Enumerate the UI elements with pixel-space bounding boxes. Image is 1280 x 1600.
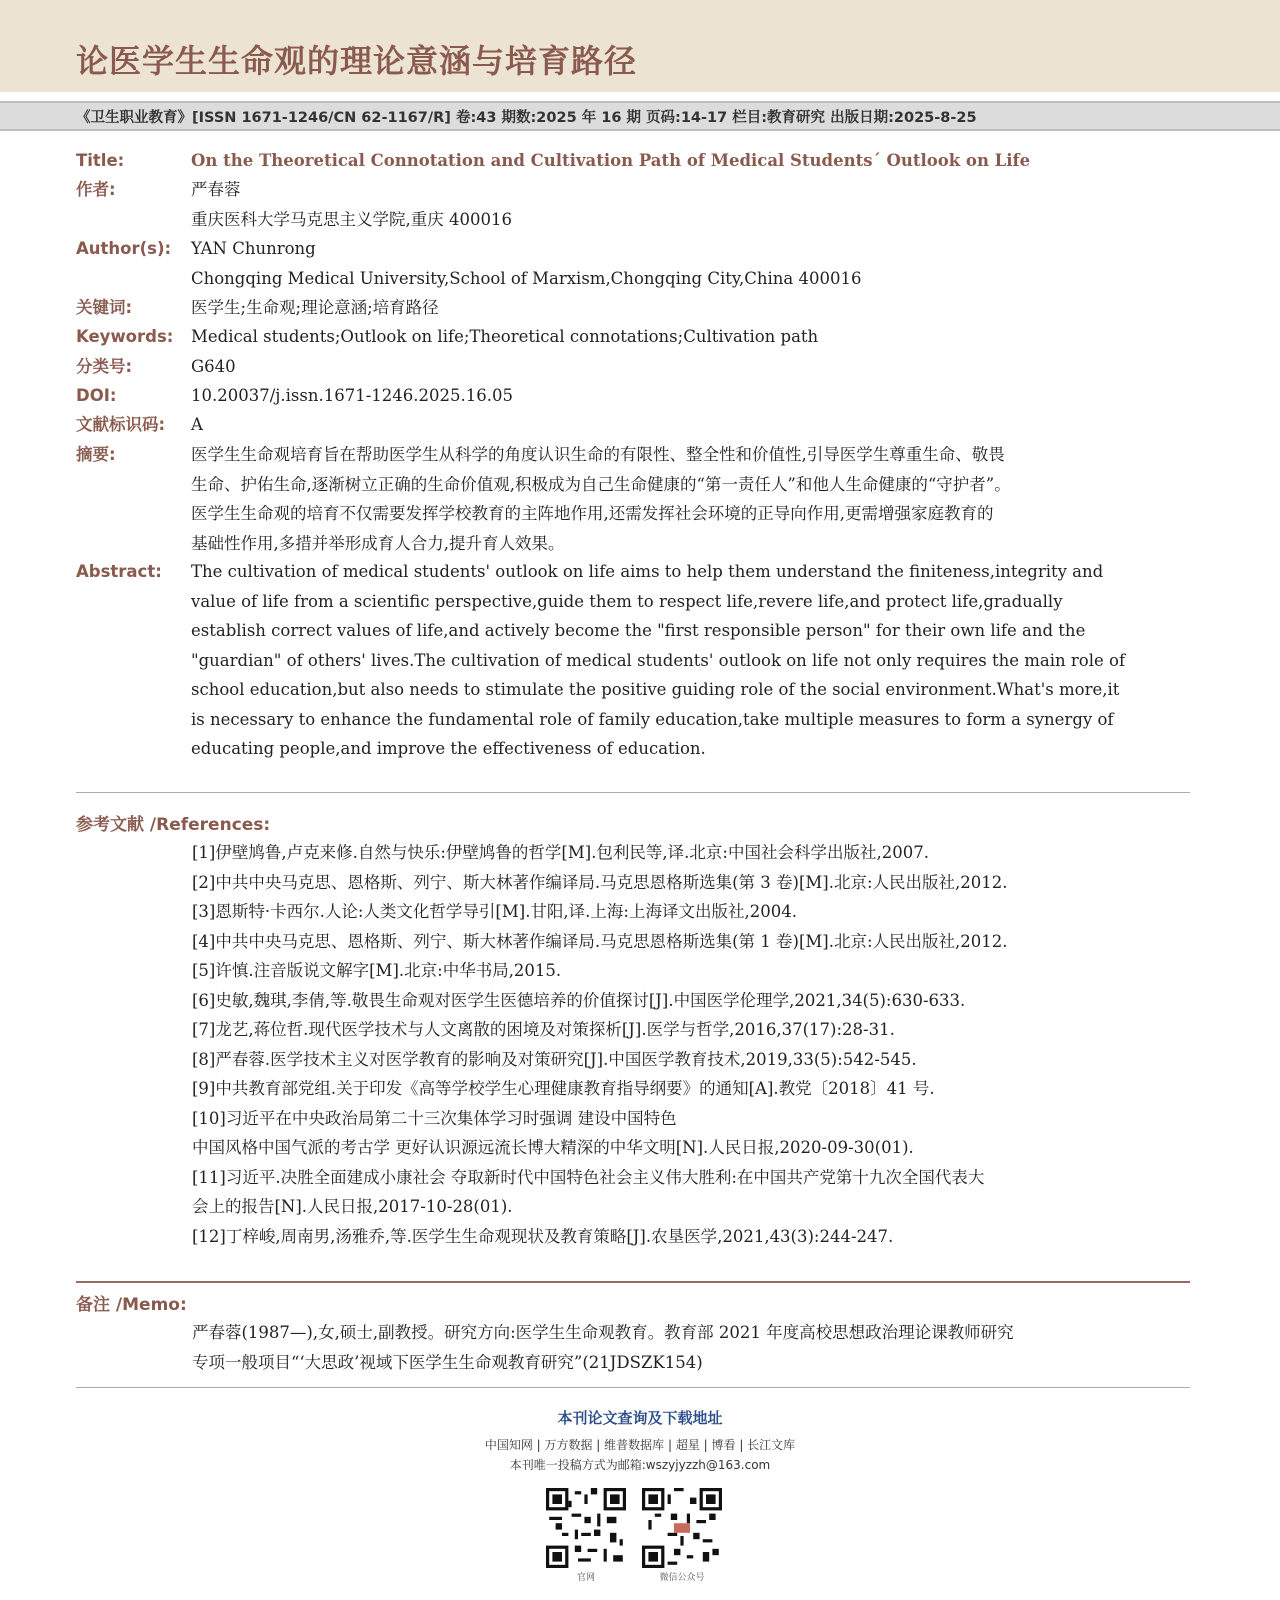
- memo-heading: 备注 /Memo:: [76, 1295, 187, 1315]
- reference-item: [5]许慎.注音版说文解字[M].北京:中华书局,2015.: [192, 961, 562, 980]
- abstract-en-row: [76, 557, 1190, 764]
- keywords-en: Medical students;Outlook on life;Theoretical connotations;Cultivation path: [191, 327, 819, 346]
- abstract-en-line: value of life from a scientific perspective,guide them to respect life,revere life,and protect life,gradually: [191, 591, 1063, 611]
- database-list: 中国知网 | 万方数据 | 维普数据库 | 超星 | 博看 | 长江文库: [484, 1438, 796, 1452]
- author-label: 作者:: [76, 180, 116, 199]
- author-en-affiliation: Chongqing Medical University,School of Marxism,Chongqing City,China 400016: [191, 268, 862, 288]
- qr-code-icon: [642, 1488, 722, 1568]
- doccode-row: [76, 410, 1190, 440]
- reference-item: [10]习近平在中央政治局第二十三次集体学习时强调 建设中国特色: [192, 1108, 677, 1128]
- reference-item: 会上的报告[N].人民日报,2017-10-28(01).: [192, 1197, 513, 1216]
- qr-left-caption: 官网: [576, 1573, 595, 1583]
- memo-line: 严春蓉(1987—),女,硕士,副教授。研究方向:医学生生命观教育。教育部 2021 年度高校思想政治理论课教师研究: [192, 1323, 1014, 1342]
- title-label: Title:: [76, 151, 125, 170]
- author-en-name: YAN Chunrong: [191, 239, 316, 258]
- qr-right-caption: 微信公众号: [659, 1573, 705, 1583]
- footer-title-text: 本刊论文查询及下载地址: [557, 1409, 723, 1427]
- memo-line: 专项一般项目“‘大思政’视域下医学生生命观教育研究”(21JDSZK154): [192, 1352, 703, 1372]
- abstract-cn-line: 医学生生命观培育旨在帮助医学生从科学的角度认识生命的有限性、整全性和价值性,引导医学生尊重生命、敬畏: [191, 445, 1005, 464]
- doccode-value: A: [191, 415, 203, 434]
- class-value: G640: [191, 357, 236, 376]
- doccode-label: 文献标识码:: [76, 415, 166, 434]
- abstract-en-line: educating people,and improve the effectiveness of education.: [191, 739, 706, 758]
- abstract-en-line: "guardian" of others' lives.The cultivation of medical students' outlook on life not only requires the main role of: [191, 650, 1126, 670]
- doi-row: [76, 381, 1190, 411]
- keywords-cn: 医学生;生命观;理论意涵;培育路径: [191, 298, 439, 317]
- author-affiliation: 重庆医科大学马克思主义学院,重庆 400016: [191, 209, 512, 229]
- page-title: 论医学生生命观的理论意涵与培育路径: [76, 42, 638, 80]
- author-row: [76, 175, 1190, 234]
- reference-item: [1]伊壁鸠鲁,卢克来修.自然与快乐:伊壁鸠鲁的哲学[M].包利民等,译.北京:中国社会科学出版社,2007.: [192, 843, 929, 862]
- reference-item: [4]中共中央马克思、恩格斯、列宁、斯大林著作编译局.马克思恩格斯选集(第 1 卷)[M].北京:人民出版社,2012.: [192, 931, 1008, 951]
- abstract-cn-label: 摘要:: [76, 445, 116, 464]
- abstract-cn-line: 基础性作用,多措并举形成育人合力,提升育人效果。: [191, 533, 565, 553]
- keywords-cn-label: 关键词:: [76, 298, 133, 317]
- abstract-en-line: The cultivation of medical students' outlook on life aims to help them understand the finiteness,integrity and: [191, 562, 1104, 581]
- doi-label: DOI:: [76, 386, 117, 405]
- references-heading: 参考文献 /References:: [76, 815, 271, 835]
- reference-item: [8]严春蓉.医学技术主义对医学教育的影响及对策研究[J].中国医学教育技术,2019,33(5):542-545.: [192, 1049, 917, 1069]
- submission-email: 本刊唯一投稿方式为邮箱:wszyjyzzh@163.com: [509, 1458, 771, 1472]
- abstract-cn-line: 生命、护佑生命,逐渐树立正确的生命价值观,积极成为自己生命健康的“第一责任人”和他人生命健康的“守护者”。: [191, 474, 1011, 494]
- english-title: On the Theoretical Connotation and Cultivation Path of Medical Students´ Outlook on Life: [191, 151, 1031, 170]
- doi-value: 10.20037/j.issn.1671-1246.2025.16.05: [191, 386, 514, 405]
- reference-item: [9]中共教育部党组.关于印发《高等学校学生心理健康教育指导纲要》的通知[A].教党〔2018〕41 号.: [192, 1079, 935, 1098]
- abstract-en-label: Abstract:: [76, 562, 162, 581]
- divider: [76, 1281, 1190, 1283]
- references-list: [192, 838, 1190, 1251]
- reference-item: [11]习近平.决胜全面建成小康社会 夺取新时代中国特色社会主义伟大胜利:在中国共产党第十九次全国代表大: [192, 1167, 985, 1187]
- abstract-cn-row: [76, 440, 1190, 558]
- author-en-label: Author(s):: [76, 239, 172, 258]
- title-row: [76, 146, 1190, 176]
- keywords-en-label: Keywords:: [76, 327, 174, 346]
- reference-item: [7]龙艺,蒋位哲.现代医学技术与人文离散的困境及对策探析[J].医学与哲学,2016,37(17):28-31.: [192, 1020, 895, 1039]
- qr-wechat: [642, 1488, 722, 1583]
- journal-meta-strip: 《卫生职业教育》[ISSN 1671-1246/CN 62-1167/R] 卷:43 期数:2025 年 16 期 页码:14-17 栏目:教育研究 出版日期:2025-8-25: [0, 101, 1280, 131]
- keywords-cn-row: [76, 293, 1190, 323]
- reference-item: [12]丁梓峻,周南男,汤雅乔,等.医学生生命观现状及教育策略[J].农垦医学,2021,43(3):244-247.: [192, 1226, 894, 1246]
- abstract-cn-line: 医学生生命观的培育不仅需要发挥学校教育的主阵地作用,还需发挥社会环境的正导向作用,更需增强家庭教育的: [191, 504, 994, 523]
- header-banner: [0, 0, 1280, 92]
- qr-code-icon: [546, 1488, 626, 1568]
- divider: [76, 1387, 1190, 1388]
- memo-text: [192, 1318, 1190, 1377]
- reference-item: [2]中共中央马克思、恩格斯、列宁、斯大林著作编译局.马克思恩格斯选集(第 3 卷)[M].北京:人民出版社,2012.: [192, 872, 1008, 892]
- class-row: [76, 352, 1190, 382]
- abstract-en-line: is necessary to enhance the fundamental role of family education,take multiple measures to form a synergy of: [191, 709, 1114, 729]
- author-name: 严春蓉: [191, 180, 241, 199]
- keywords-en-row: [76, 322, 1190, 352]
- abstract-en-line: establish correct values of life,and actively become the "first responsible person" for their own life and the: [191, 621, 1086, 640]
- abstract-en-line: school education,but also needs to stimulate the positive guiding role of the social environment.What's more,it: [191, 680, 1120, 699]
- author-en-row: [76, 234, 1190, 293]
- qr-official-site: [546, 1488, 626, 1583]
- reference-item: [3]恩斯特·卡西尔.人论:人类文化哲学导引[M].甘阳,译.上海:上海译文出版社,2004.: [192, 902, 797, 921]
- class-label: 分类号:: [76, 357, 133, 376]
- reference-item: 中国风格中国气派的考古学 更好认识源远流长博大精深的中华文明[N].人民日报,2020-09-30(01).: [192, 1138, 914, 1157]
- reference-item: [6]史敏,魏琪,李倩,等.敬畏生命观对医学生医德培养的价值探讨[J].中国医学伦理学,2021,34(5):630-633.: [192, 990, 966, 1010]
- divider: [76, 792, 1190, 793]
